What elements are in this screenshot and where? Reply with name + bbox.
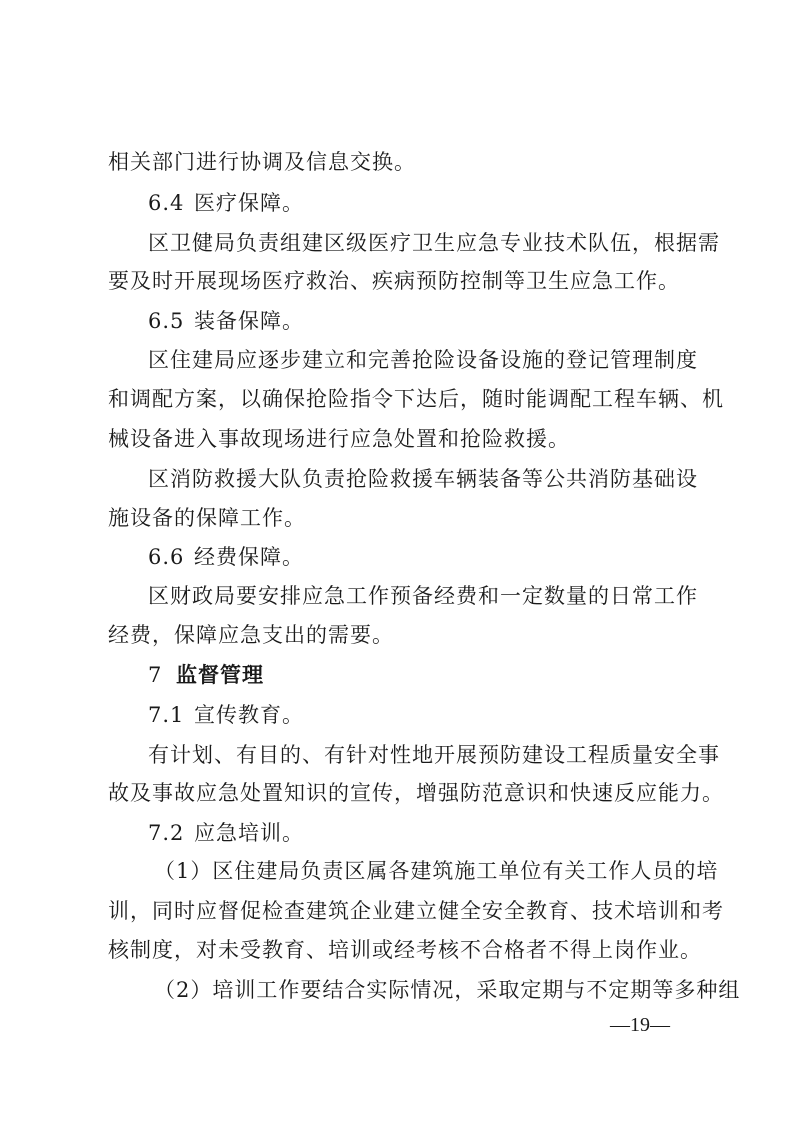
paragraph-line: 区消防救援大队负责抢险救援车辆装备等公共消防基础设 — [148, 467, 698, 491]
heading-number: 7.2 — [148, 821, 185, 845]
paragraph-line: 区卫健局负责组建区级医疗卫生应急专业技术队伍，根据需 — [148, 231, 720, 255]
heading-title: 经费保障。 — [194, 545, 304, 569]
section-heading-6-4 — [0, 188, 793, 218]
heading-title: 宣传教育。 — [194, 703, 304, 727]
heading-title: 医疗保障。 — [194, 191, 304, 215]
paragraph-line: 施设备的保障工作。 — [108, 506, 306, 530]
heading-number: 7.1 — [148, 703, 185, 727]
heading-number: 7 — [148, 663, 163, 687]
page-number: —19— — [610, 1014, 670, 1036]
paragraph-line: 核制度，对未受教育、培训或经考核不合格者不得上岗作业。 — [108, 938, 702, 962]
paragraph-line: 区财政局要安排应急工作预备经费和一定数量的日常工作 — [148, 584, 698, 608]
paragraph-line: 训，同时应督促检查建筑企业建立健全安全教育、技术培训和考 — [108, 899, 724, 923]
paragraph-line: 相关部门进行协调及信息交换。 — [108, 150, 416, 174]
list-item-line: （1）区住建局负责区属各建筑施工单位有关工作人员的培 — [154, 859, 719, 883]
heading-number: 6.6 — [148, 545, 185, 569]
paragraph-line: 有计划、有目的、有针对性地开展预防建设工程质量安全事 — [148, 743, 720, 767]
paragraph-line: 要及时开展现场医疗救治、疾病预防控制等卫生应急工作。 — [108, 269, 680, 293]
section-heading-6-5 — [0, 306, 793, 336]
heading-title: 应急培训。 — [194, 821, 304, 845]
section-heading-7-2 — [0, 818, 793, 848]
section-heading-6-6 — [0, 542, 793, 572]
paragraph-line: 经费，保障应急支出的需要。 — [108, 623, 394, 647]
section-heading-7-1 — [0, 700, 793, 730]
list-item-line: （2）培训工作要结合实际情况，采取定期与不定期等多种组 — [154, 978, 741, 1002]
heading-title: 监督管理 — [176, 663, 264, 687]
heading-number: 6.4 — [148, 191, 185, 215]
paragraph-line: 区住建局应逐步建立和完善抢险设备设施的登记管理制度 — [148, 348, 698, 372]
heading-title: 装备保障。 — [194, 309, 304, 333]
heading-number: 6.5 — [148, 309, 185, 333]
paragraph-line: 故及事故应急处置知识的宣传，增强防范意识和快速反应能力。 — [108, 781, 724, 805]
paragraph-line: 械设备进入事故现场进行应急处置和抢险救援。 — [108, 427, 570, 451]
paragraph-line: 和调配方案，以确保抢险指令下达后，随时能调配工程车辆、机 — [108, 387, 724, 411]
chapter-heading-7 — [0, 660, 793, 690]
